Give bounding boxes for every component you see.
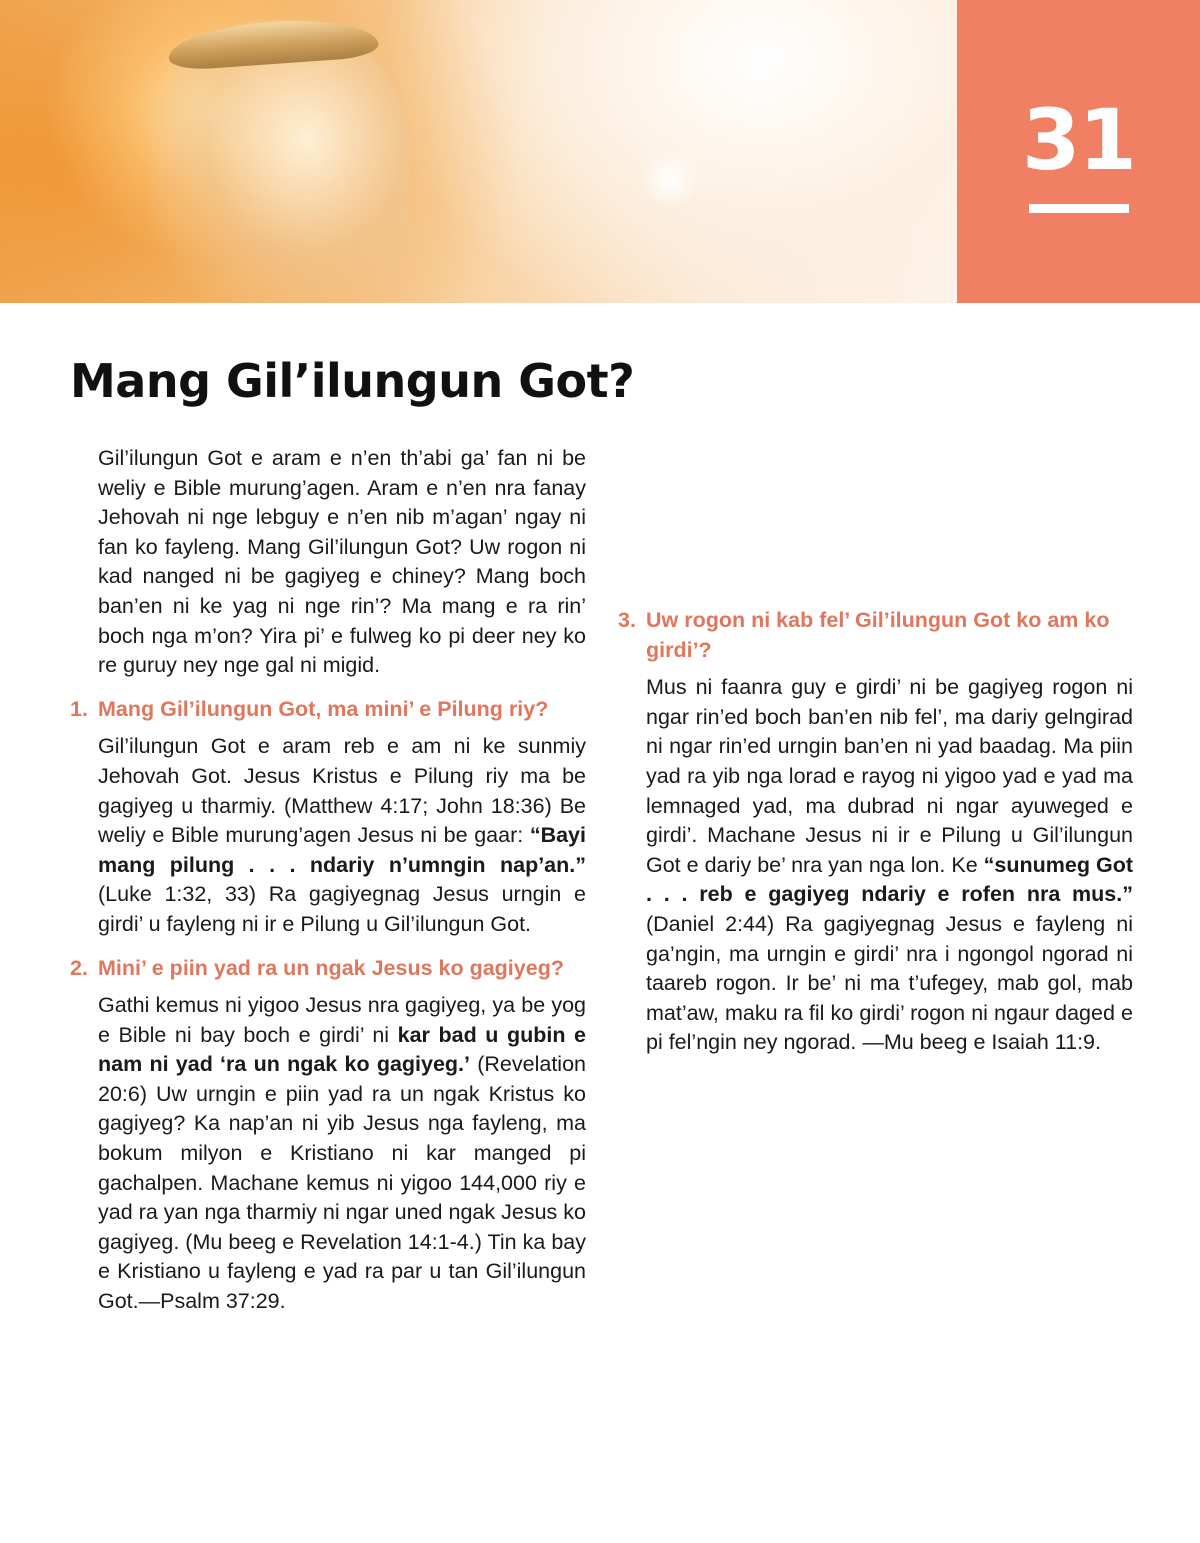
question-1 xyxy=(70,695,586,725)
answer-3-paragraph xyxy=(618,673,1133,1058)
answer-text: (Revelation 20:6) Uw urngin e piin yad ra un ngak Kristus ko gagiyeg? Ka nap’an ni yib Jesus nga fayleng, ma bokum milyon e Kristiano ni kar manged pi gachalpen. Machane kemus ni yigoo 144,000 riy e yad ra yan nga tharmiy ni ngar uned ngak Jesus ko gagiyeg. (Mu beeg e Revelation 14:1-4.) Tin ka bay e Kristiano u fayleng e yad ra par u tan Gil’ilungun Got.—Psalm 37:29. xyxy=(98,1052,586,1314)
answer-1-paragraph xyxy=(70,732,586,939)
answer-text: (Luke 1:32, 33) Ra gagiyegnag Jesus urngin e girdi’ u fayleng ni ir e Pilung u Gil’ilungun Got. xyxy=(98,882,586,936)
lesson-badge xyxy=(957,0,1200,303)
question-text: Mini’ e piin yad ra un ngak Jesus ko gagiyeg? xyxy=(98,955,564,980)
scripture-quote: “sunumeg Got . . . reb e gagiyeg ndariy e rofen nra mus.” xyxy=(646,852,1133,907)
question-text: Uw rogon ni kab fel’ Gil’ilungun Got ko am ko girdi’? xyxy=(646,608,1110,662)
header-illustration xyxy=(0,0,957,303)
answer-text: Gil’ilungun Got e aram reb e am ni ke sunmiy Jehovah Got. Jesus Kristus e Pilung riy ma be gagiyeg u tharmiy. (Matthew 4:17; John 18:36) Be weliy e Bible murung’agen Jesus ni be gaar: xyxy=(98,734,586,848)
scripture-quote: “Bayi mang pilung . . . ndariy n’umngin nap’an.” xyxy=(98,823,586,877)
answer-text: Mus ni faanra guy e girdi’ ni be gagiyeg rogon ni ngar rin’ed boch ban’en nib fel’, ma dariy gelngirad ni ngar rin’ed urngin ban’en ni yad baadag. Ma piin yad ra yib nga lorad e rayog ni yigoo yad e yad ma lemnaged yad, ma dubrad ni ngar ayuweged e girdi’. Machane Jesus ni ir e Pilung u Gil’ilungun Got e dariy be’ nra yan nga lon. Ke xyxy=(646,675,1133,877)
light-glow-shape xyxy=(640,150,700,210)
scripture-quote: kar bad u gubin e nam ni yad ‘ra un ngak ko gagiyeg.’ xyxy=(98,1022,586,1077)
answer-text: (Daniel 2:44) Ra gagiyegnag Jesus e fayleng ni ga’ngin, ma urngin e girdi’ nra i ngongol ngorad ni taareb rogon. Ir be’ ni ma t’ufegey, mab gol, mab mat’aw, maku ra fil ko girdi’ rogon ni ngaur daged e pi fel’ngin ney ngorad. —Mu beeg e Isaiah 11:9. xyxy=(646,911,1133,1055)
question-number: 3. xyxy=(618,608,636,632)
question-text: Mang Gil’ilungun Got, ma mini’ e Pilung riy? xyxy=(98,696,549,721)
text-column-left xyxy=(70,444,586,1317)
page-title: Mang Gil’ilungun Got? xyxy=(70,354,635,408)
lesson-number-underline xyxy=(1029,204,1129,213)
question-3 xyxy=(618,606,1133,665)
lesson-number: 31 xyxy=(1022,91,1135,189)
question-number: 1. xyxy=(70,696,88,721)
question-number: 2. xyxy=(70,955,88,980)
answer-text: Gathi kemus ni yigoo Jesus nra gagiyeg, ya be yog e Bible ni bay boch e girdi’ ni xyxy=(98,993,586,1047)
answer-2-paragraph xyxy=(70,991,586,1317)
question-2 xyxy=(70,954,586,984)
text-column-right xyxy=(618,444,1133,1058)
intro-paragraph: Gil’ilungun Got e aram e n’en th’abi ga’ fan ni be weliy e Bible murung’agen. Aram e n’en nra fanay Jehovah ni nge lebguy e n’en nib m’agan’ ngay ni fan ko fayleng. Mang Gil’ilungun Got? Uw rogon ni kad nanged ni be gagiyeg e chiney? Mang boch ban’en ni ke yag ni nge rin’? Ma mang e ra rin’ boch nga m’on? Yira pi’ e fulweg ko pi deer ney ko re guruy ney nge gal ni migid. xyxy=(98,446,586,678)
